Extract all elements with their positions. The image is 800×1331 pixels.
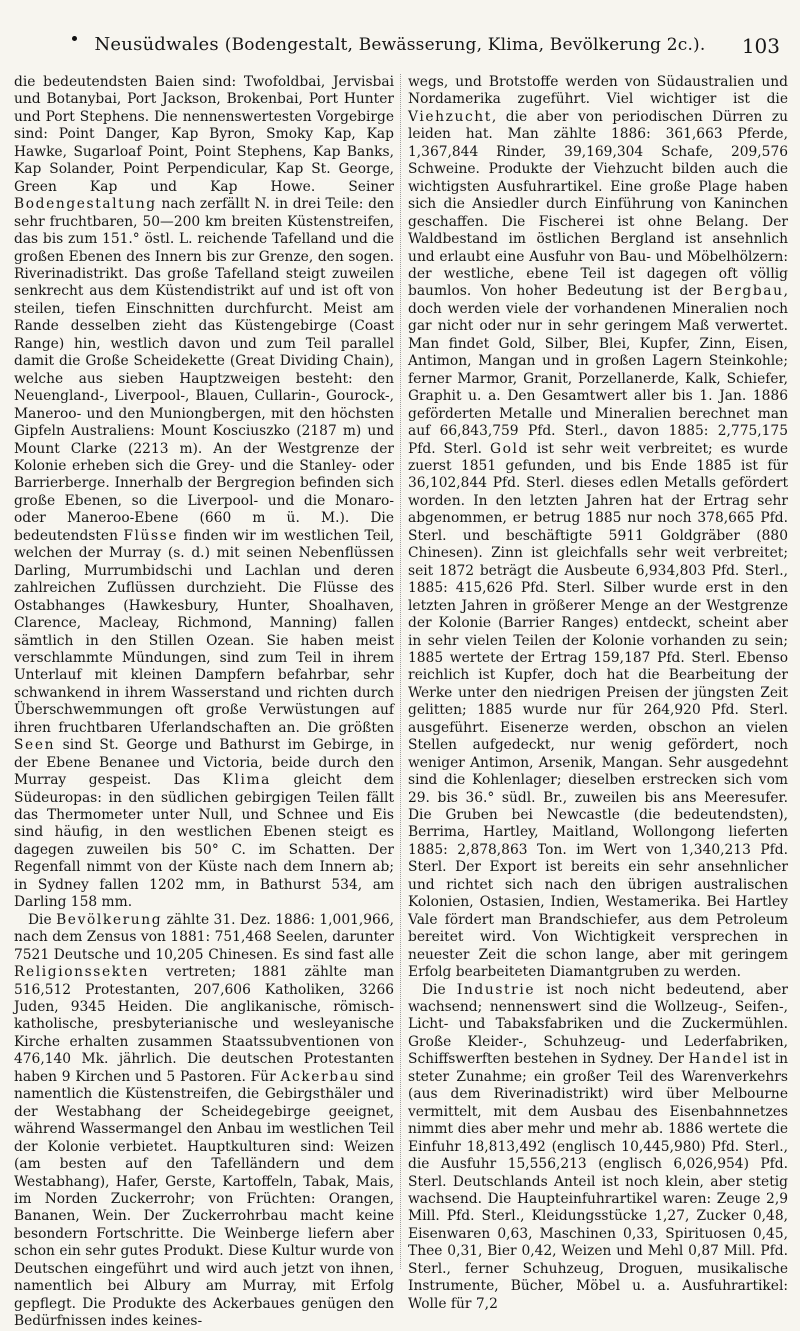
text-run: finden wir im westlichen Teil, welchen der Murray (s. d.) mit seinen Nebenflüssen Darling, Murrumbidschi und Lachlan und deren zahlreichen Zuflüssen durchzieht. Die Flüsse des Ostabhanges (Hawkesbury, Hunter, Shoalhaven, Clarence, Macleay, Richmond, Manning) fallen sämtlich in den Stillen Ozean. Sie haben meist verschlammte Mündungen, sind zum Teil in ihrem Unterlauf mit kleinen Dampfern befahrbar, sehr schwankend in ihrem Wasserstand und richten durch Überschwemmungen oft große Verwüstungen auf ihren fruchtbaren Uferlandschaften an. Die größten (14, 527, 394, 736)
term-seen: Seen (14, 737, 56, 754)
left-column (14, 74, 395, 1330)
text-run: gleicht dem Südeuropas: in den südlichen gebirgigen Teilen fällt das Thermometer unter Null, und Schnee und Eis sind häufig, in den westlichen Ebenen steigt es dagegen zuweilen bis 50° C. im Schatten. Der Regenfall nimmt von der Küste nach dem Innern ab; in Sydney fallen 1202 mm, in Bathurst 534, am Darling 158 mm. (14, 772, 395, 911)
text-run: sind St. George und Bathurst im Gebirge, in der Ebene Benanee und Victoria, beide durch den Murray gespeist. Das (14, 737, 394, 789)
running-head-subtitle: (Bodengestalt, Bewässerung, Klima, Bevölkerung 2c.). (224, 35, 706, 55)
term-viehzucht: Viehzucht (408, 108, 492, 125)
text-run: zählte 31. Dez. 1886: 1,001,966, nach dem Zensus von 1881: 751,468 Seelen, darunter 7521 Deutsche und 10,205 Chinesen. Es sind fast alle (14, 911, 394, 963)
text-run: Die (422, 981, 446, 998)
term-industrie: Industrie (456, 981, 536, 998)
term-ackerbau: Ackerbau (280, 1068, 361, 1085)
term-religionssekten: Religionssekten (14, 964, 150, 981)
term-bevoelkerung: Bevölkerung (56, 911, 163, 928)
text-run: nach zerfällt N. in drei Teile: den sehr fruchtbaren, 50—200 km breiten Küstenstreifen, das bis zum 151.° östl. L. reichende Tafelland und die großen Ebenen des Innern bis zur Grenze, den sogen. Riverinadistrikt. Das große Tafelland steigt zuweilen senkrecht aus dem Küstendistrikt auf und ist oft von steilen, tiefen Einschnitten durchfurcht. Meist am Rande desselben zieht das Küstengebirge (Coast Range) hin, westlich davon und zum Teil parallel damit die Große Scheidekette (Great Dividing Chain), welche aus sieben Hauptzweigen besteht: den Neuengland-, Liverpool-, Blauen, Cullarin-, Gourock-, Maneroo- und den Muniongbergen, mit den höchsten Gipfeln Australiens: Mount Kosciuszko (2187 m) und Mount Clarke (2213 m). An der Westgrenze der Kolonie erheben sich die Grey- und die Stanley- oder Barrierberge. Innerhalb der Bergregion befinden sich große Ebenen, so die Liverpool- und die Monaro- oder Maneroo-Ebene (660 m ü. M.). Die bedeutendsten (14, 196, 394, 544)
text-run: wegs, und Brotstoffe werden von Südaustralien und Nordamerika zugeführt. Viel wichtiger ist die (408, 74, 788, 108)
page-header (14, 30, 786, 70)
paragraph-industry-trade (408, 982, 788, 1314)
right-column (408, 74, 789, 1312)
term-handel: Handel (688, 1051, 749, 1068)
term-bodengestaltung: Bodengestaltung (14, 196, 157, 213)
text-run: Die (28, 911, 52, 928)
text-run: vertreten; 1881 zählte man 516,512 Protestanten, 207,606 Katholiken, 3266 Juden, 9345 Heiden. Die anglikanische, römisch-katholische, presbyterianische und wesleyanische Kirche erhalten zusammen Staatssubventionen von 476,140 Mk. jährlich. Die deutschen Protestanten haben 9 Kirchen und 5 Pastoren. Für (14, 964, 394, 1085)
text-run: , doch werden viele der vorhandenen Mineralien noch gar nicht oder nur in sehr geringem Maß verwertet. Man findet Gold, Silber, Blei, Kupfer, Zinn, Eisen, Antimon, Mangan und in großen Lagern Steinkohle; ferner Marmor, Granit, Porzellanerde, Kalk, Schiefer, Graphit u. a. Den Gesamtwert aller bis 1. Jan. 1886 geförderten Metalle und Mineralien berechnet man auf 66,843,759 Pfd. Sterl., davon 1885: 2,775,175 Pfd. Sterl. (408, 283, 788, 457)
running-head (14, 34, 786, 55)
text-run: ist sehr weit verbreitet; es wurde zuerst 1851 gefunden, und bis Ende 1885 ist für 36,102,844 Pfd. Sterl. dieses edlen Metalls gefördert worden. In den letzten Jahren hat der Ertrag sehr abgenommen, er betrug 1885 nur noch 378,665 Pfd. Sterl. und beschäftigte 5911 Goldgräber (880 Chinesen). Zinn ist gleichfalls sehr weit verbreitet; seit 1872 beträgt die Ausbeute 6,934,803 Pfd. Sterl., 1885: 415,626 Pfd. Sterl. Silber wurde erst in den letzten Jahren in größerer Menge an der Westgrenze der Kolonie (Barrier Ranges) entdeckt, scheint aber in sehr vielen Teilen der Kolonie vorhanden zu sein; 1885 wertete der Ertrag 159,187 Pfd. Sterl. Ebenso reichlich ist Kupfer, doch hat die Bearbeitung der Werke unter den niedrigen Preisen der jüngsten Zeit gelitten; 1885 wurde nur für 264,920 Pfd. Sterl. ausgeführt. Eisenerze werden, obschon an vielen Stellen aufgedeckt, nur wenig gefördert, noch weniger Antimon, Arsenik, Mangan. Sehr ausgedehnt sind die Kohlenlager; dieselben erstrecken sich vom 29. bis 36.° südl. Br., zuweilen bis ans Meeresufer. Die Gruben bei Newcastle (die bedeutendsten), Berrima, Hartley, Maitland, Wollongong lieferten 1885: 2,878,863 Ton. im Wert von 1,340,213 Pfd. Sterl. Der Export ist bereits ein sehr ansehnlicher und richtet sich nach den übrigen australischen Kolonien, Ostasien, Indien, Westamerika. Bei Hartley Vale fördert man Brandschiefer, aus dem Petroleum bereitet wird. Von Wichtigkeit versprechen in neuester Zeit die schon lange, aber mit geringem Erfolg bearbeiteten Diamantgruben zu werden. (408, 440, 789, 981)
paragraph-population (14, 912, 394, 1331)
text-run: ist in steter Zunahme; ein großer Teil des Warenverkehrs (aus dem Riverinadistrikt) wird über Melbourne vermittelt, mit dem Ausbau des Eisenbahnnetzes nimmt dies aber mehr und mehr ab. 1886 wertete die Einfuhr 18,813,492 (englisch 10,445,980) Pfd. Sterl., die Ausfuhr 15,556,213 (englisch 6,026,954) Pfd. Sterl. Deutschlands Anteil ist noch klein, aber stetig wachsend. Die Haupteinfuhrartikel waren: Zeuge 2,9 Mill. Pfd. Sterl., Kleidungsstücke 1,27, Zucker 0,48, Eisenwaren 0,63, Maschinen 0,33, Spirituosen 0,45, Thee 0,31, Bier 0,42, Weizen und Mehl 0,87 Mill. Pfd. Sterl., ferner Schuhzeug, Droguen, musikalische Instrumente, Bücher, Möbel u. a. Ausfuhrartikel: Wolle für 7,2 (408, 1051, 788, 1312)
paragraph-economy (408, 74, 788, 982)
text-run: sind namentlich die Küstenstreifen, die Gebirgsthäler und der Westabhang der Scheidegebirge geeignet, während Wassermangel den Anbau im westlichen Teil der Kolonie verbietet. Hauptkulturen sind: Weizen (am besten auf den Tafelländern und dem Westabhang), Hafer, Gerste, Kartoffeln, Tabak, Mais, im Norden Zuckerrohr; von Früchten: Orangen, Bananen, Wein. Der Zuckerrohrbau macht keine besondern Fortschritte. Die Weinberge liefern aber schon ein sehr gutes Produkt. Diese Kultur wurde von Deutschen eingeführt und wird auch jetzt von ihnen, namentlich bei Albury am Murray, mit Erfolg gepflegt. Die Produkte des Ackerbaues genügen den Bedürfnissen indes keines- (14, 1068, 395, 1330)
term-gold: Gold (489, 440, 529, 457)
running-head-title: Neusüdwales (94, 34, 219, 55)
paragraph-geography (14, 74, 394, 912)
term-fluesse: Flüsse (123, 527, 179, 544)
page-number: 103 (741, 34, 780, 58)
text-run: , die aber von periodischen Dürren zu leiden hat. Man zählte 1886: 361,663 Pferde, 1,367,844 Rinder, 39,169,304 Schafe, 209,576 Schweine. Produkte der Viehzucht bilden auch die wichtigsten Ausfuhrartikel. Eine große Plage haben sich die Ansiedler durch Einführung von Kaninchen geschaffen. Die Fischerei ist ohne Belang. Der Waldbestand im östlichen Bergland ist ansehnlich und erlaubt eine Ausfuhr von Bau- und Möbelhölzern: der westliche, ebene Teil ist dagegen oft völlig baumlos. Von hoher Bedeutung ist der (408, 108, 788, 300)
text-run: ist noch nicht bedeutend, aber wachsend; nennenswert sind die Wollzeug-, Seifen-, Licht- und Tabaksfabriken und die Zuckermühlen. Große Kleider-, Schuhzeug- und Lederfabriken, Schiffswerften bestehen in Sydney. Der (408, 981, 788, 1068)
term-bergbau: Bergbau (712, 283, 784, 300)
text-run: die bedeutendsten Baien sind: Twofoldbai, Jervisbai und Botanybai, Port Jackson, Brokenbai, Port Hunter und Port Stephens. Die nennenswertesten Vorgebirge sind: Point Danger, Kap Byron, Smoky Kap, Kap Hawke, Sugarloaf Point, Point Stephens, Kap Banks, Kap Solander, Point Perpendicular, Kap St. George, Green Kap und Kap Howe. Seiner (14, 74, 394, 195)
column-divider (400, 74, 401, 1269)
term-klima: Klima (222, 772, 271, 789)
